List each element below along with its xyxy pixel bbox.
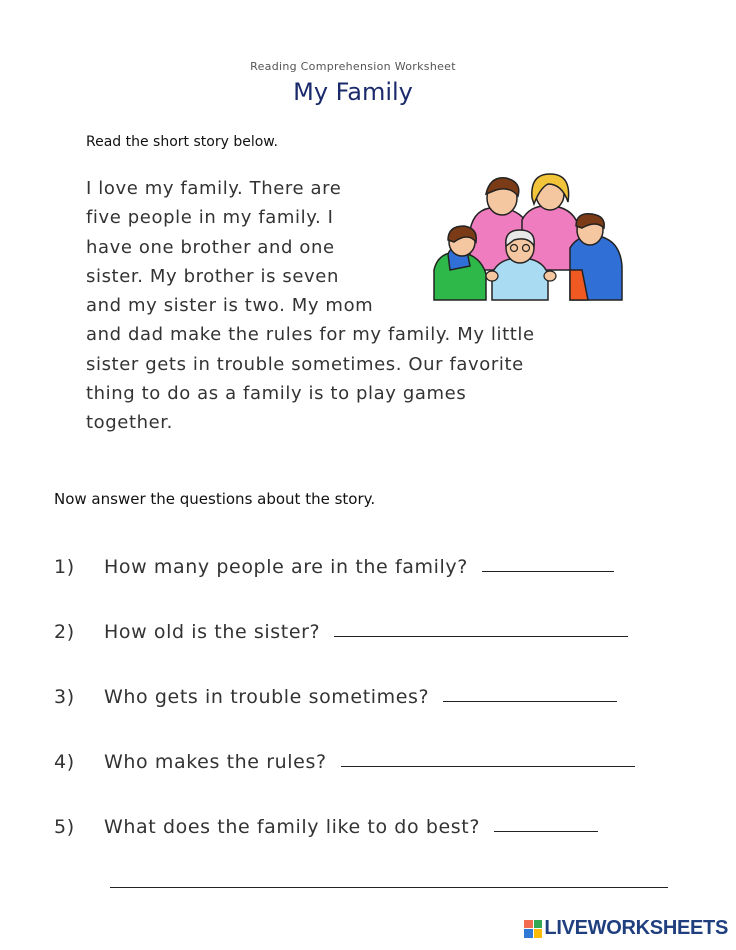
brand-name: LIVEWORKSHEETS bbox=[544, 917, 728, 939]
liveworksheets-logo-icon bbox=[524, 920, 542, 938]
question-1 bbox=[54, 546, 614, 578]
story-line: thing to do as a family is to play games bbox=[86, 383, 467, 405]
question-number: 3) bbox=[54, 686, 75, 708]
question-text: Who makes the rules? bbox=[104, 751, 327, 773]
story-line: and dad make the rules for my family. My little bbox=[86, 324, 535, 346]
question-3 bbox=[54, 676, 617, 708]
answer-line-continuation[interactable] bbox=[110, 887, 668, 888]
question-number: 5) bbox=[54, 816, 75, 838]
story-line: and my sister is two. My mom bbox=[86, 295, 374, 317]
question-text: Who gets in trouble sometimes? bbox=[104, 686, 430, 708]
story-line: together. bbox=[86, 412, 173, 434]
answer-line[interactable] bbox=[494, 830, 598, 832]
story-instructions: Read the short story below. bbox=[86, 134, 278, 150]
story-line: sister. My brother is seven bbox=[86, 265, 339, 287]
story-line: sister gets in trouble sometimes. Our favorite bbox=[86, 353, 524, 375]
answer-line[interactable] bbox=[482, 570, 614, 572]
logo-square bbox=[534, 920, 543, 929]
worksheet-subtitle: Reading Comprehension Worksheet bbox=[250, 60, 456, 73]
story-line: I love my family. There are bbox=[86, 178, 342, 199]
liveworksheets-watermark bbox=[524, 917, 728, 940]
logo-square bbox=[524, 929, 533, 938]
question-5 bbox=[54, 806, 598, 838]
question-text: What does the family like to do best? bbox=[104, 816, 481, 838]
question-4 bbox=[54, 741, 635, 773]
question-2 bbox=[54, 611, 628, 643]
question-text: How old is the sister? bbox=[104, 621, 321, 643]
answer-line[interactable] bbox=[334, 635, 628, 637]
page-title: My Family bbox=[293, 78, 413, 106]
logo-square bbox=[524, 920, 533, 929]
question-text: How many people are in the family? bbox=[104, 556, 468, 578]
answer-line[interactable] bbox=[443, 700, 617, 702]
questions-header: Now answer the questions about the story. bbox=[54, 490, 376, 508]
story-line: have one brother and one bbox=[86, 236, 335, 258]
family-group-icon bbox=[430, 170, 626, 306]
question-number: 1) bbox=[54, 556, 75, 578]
answer-line[interactable] bbox=[341, 765, 635, 767]
question-number: 2) bbox=[54, 621, 75, 643]
logo-square bbox=[534, 929, 543, 938]
question-number: 4) bbox=[54, 751, 75, 773]
story-line: five people in my family. I bbox=[86, 207, 334, 229]
